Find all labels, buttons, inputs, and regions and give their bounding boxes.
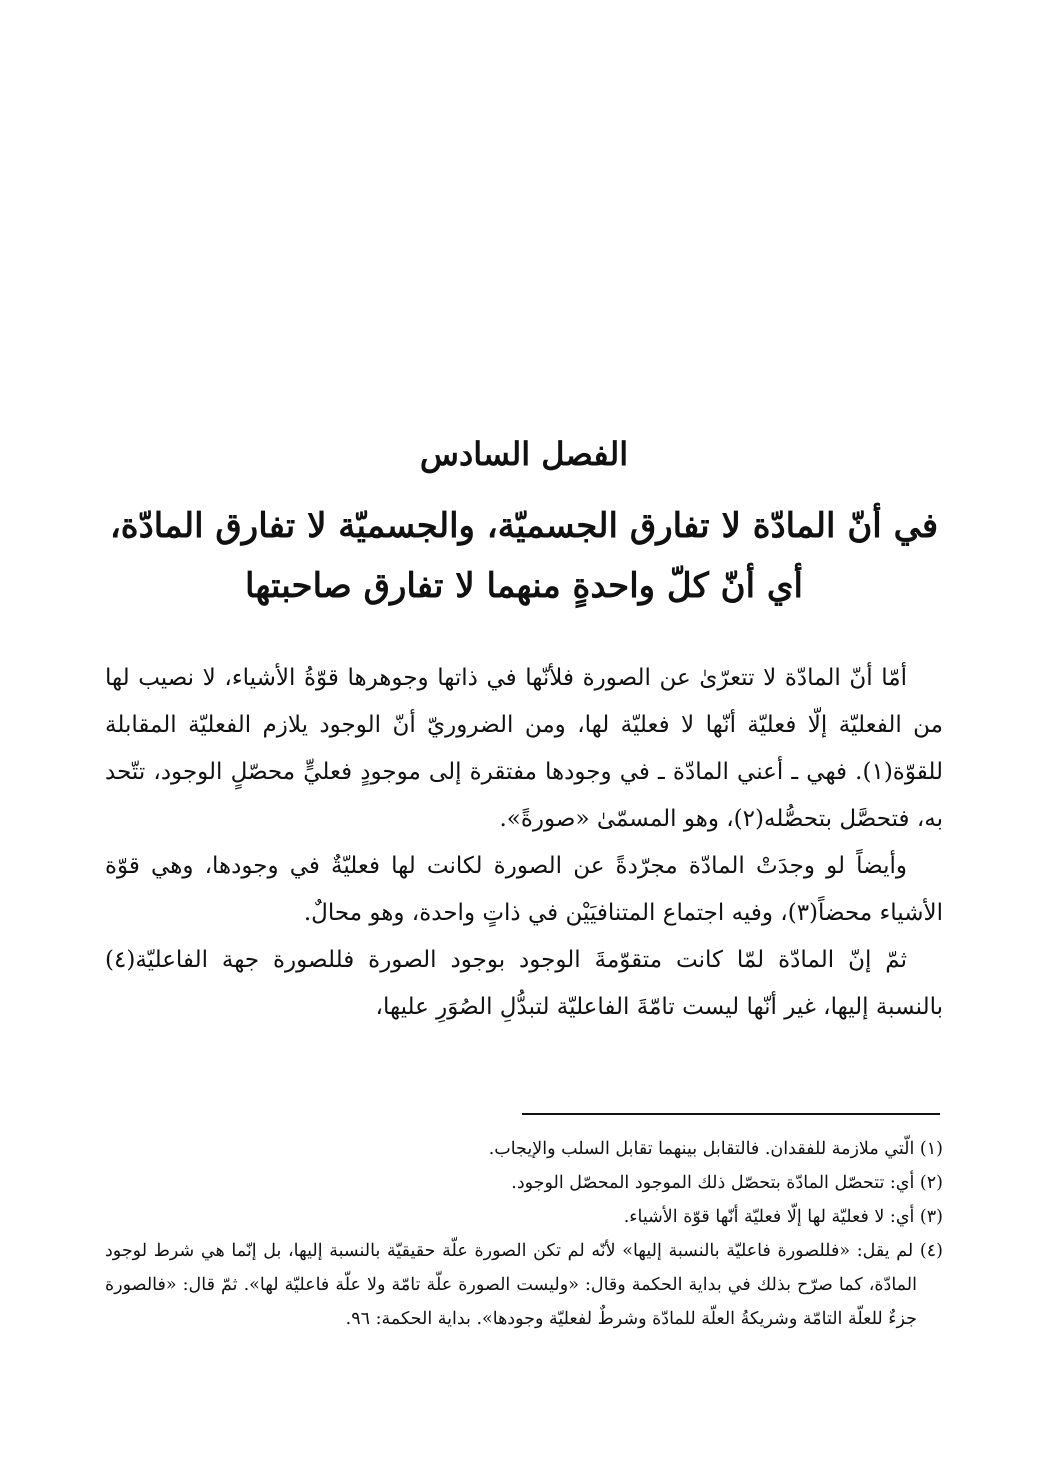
footnote: (١) الّتي ملازمة للفقدان. فالتقابل بينهما تقابل السلب والإيجاب. (488, 1139, 943, 1159)
chapter-title-line: أي أنّ كلّ واحدةٍ منهما لا تفارق صاحبتها (245, 566, 803, 606)
chapter-label: الفصل السادس (419, 435, 629, 473)
body-text (105, 655, 943, 1031)
paragraph: ثمّ إنّ المادّة لمّا كانت متقوّمةَ الوجود بوجود الصورة فللصورة جهة الفاعليّة(٤) بالنسبة إليها، غير أنّها ليست تامّةَ الفاعليّة لتبدُّلِ الصُوَرِ عليها، (105, 947, 943, 1020)
chapter-title (100, 496, 948, 616)
footnote: (٢) أي: تتحصّل المادّة بتحصّل ذلك الموجود المحصّل الوجود. (511, 1173, 943, 1193)
footnotes (105, 1132, 943, 1336)
footnote: (٣) أي: لا فعليّة لها إلّا فعليّة أنّها قوّة الأشياء. (623, 1207, 943, 1227)
paragraph: وأيضاً لو وجدَتْ المادّة مجرّدةً عن الصورة لكانت لها فعليّةٌ في وجودها، وهي قوّة الأشياء محضاً(٣)، وفيه اجتماع المتنافيَيْن في ذاتٍ واحدة، وهو محالٌ. (105, 853, 943, 926)
paragraph: أمّا أنّ المادّة لا تتعرّىٰ عن الصورة فلأنّها في ذاتها وجوهرها قوّةُ الأشياء، لا نصيب لها من الفعليّة إلّا فعليّة أنّها لا فعليّة لها، ومن الضروريّ أنّ الوجود يلازم الفعليّة المقابلة للقوّة(١). فهي ـ أعني المادّة ـ في وجودها مفتقرة إلى موجودٍ فعليٍّ محصّلٍ الوجود، تتّحد به، فتحصَّل بتحصُّله(٢)، وهو المسمّىٰ «صورةً». (105, 665, 943, 832)
footnote-separator (522, 1113, 940, 1115)
footnote: (٤) لم يقل: «فللصورة فاعليّة بالنسبة إليها» لأنّه لم تكن الصورة علّة حقيقيّة بالنسبة إليها، بل إنّما هي شرط لوجود المادّة، كما صرّح بذلك في بداية الحكمة وقال: «وليست الصورة علّة تامّة ولا علّة فاعليّة لها». ثمّ قال: «فالصورة جزءٌ للعلّة التامّة وشريكةُ العلّة للمادّة وشرطٌ لفعليّة وجودها». بداية الحكمة: ٩٦. (105, 1241, 943, 1329)
chapter-title-line: في أنّ المادّة لا تفارق الجسميّة، والجسميّة لا تفارق المادّة، (109, 506, 939, 546)
